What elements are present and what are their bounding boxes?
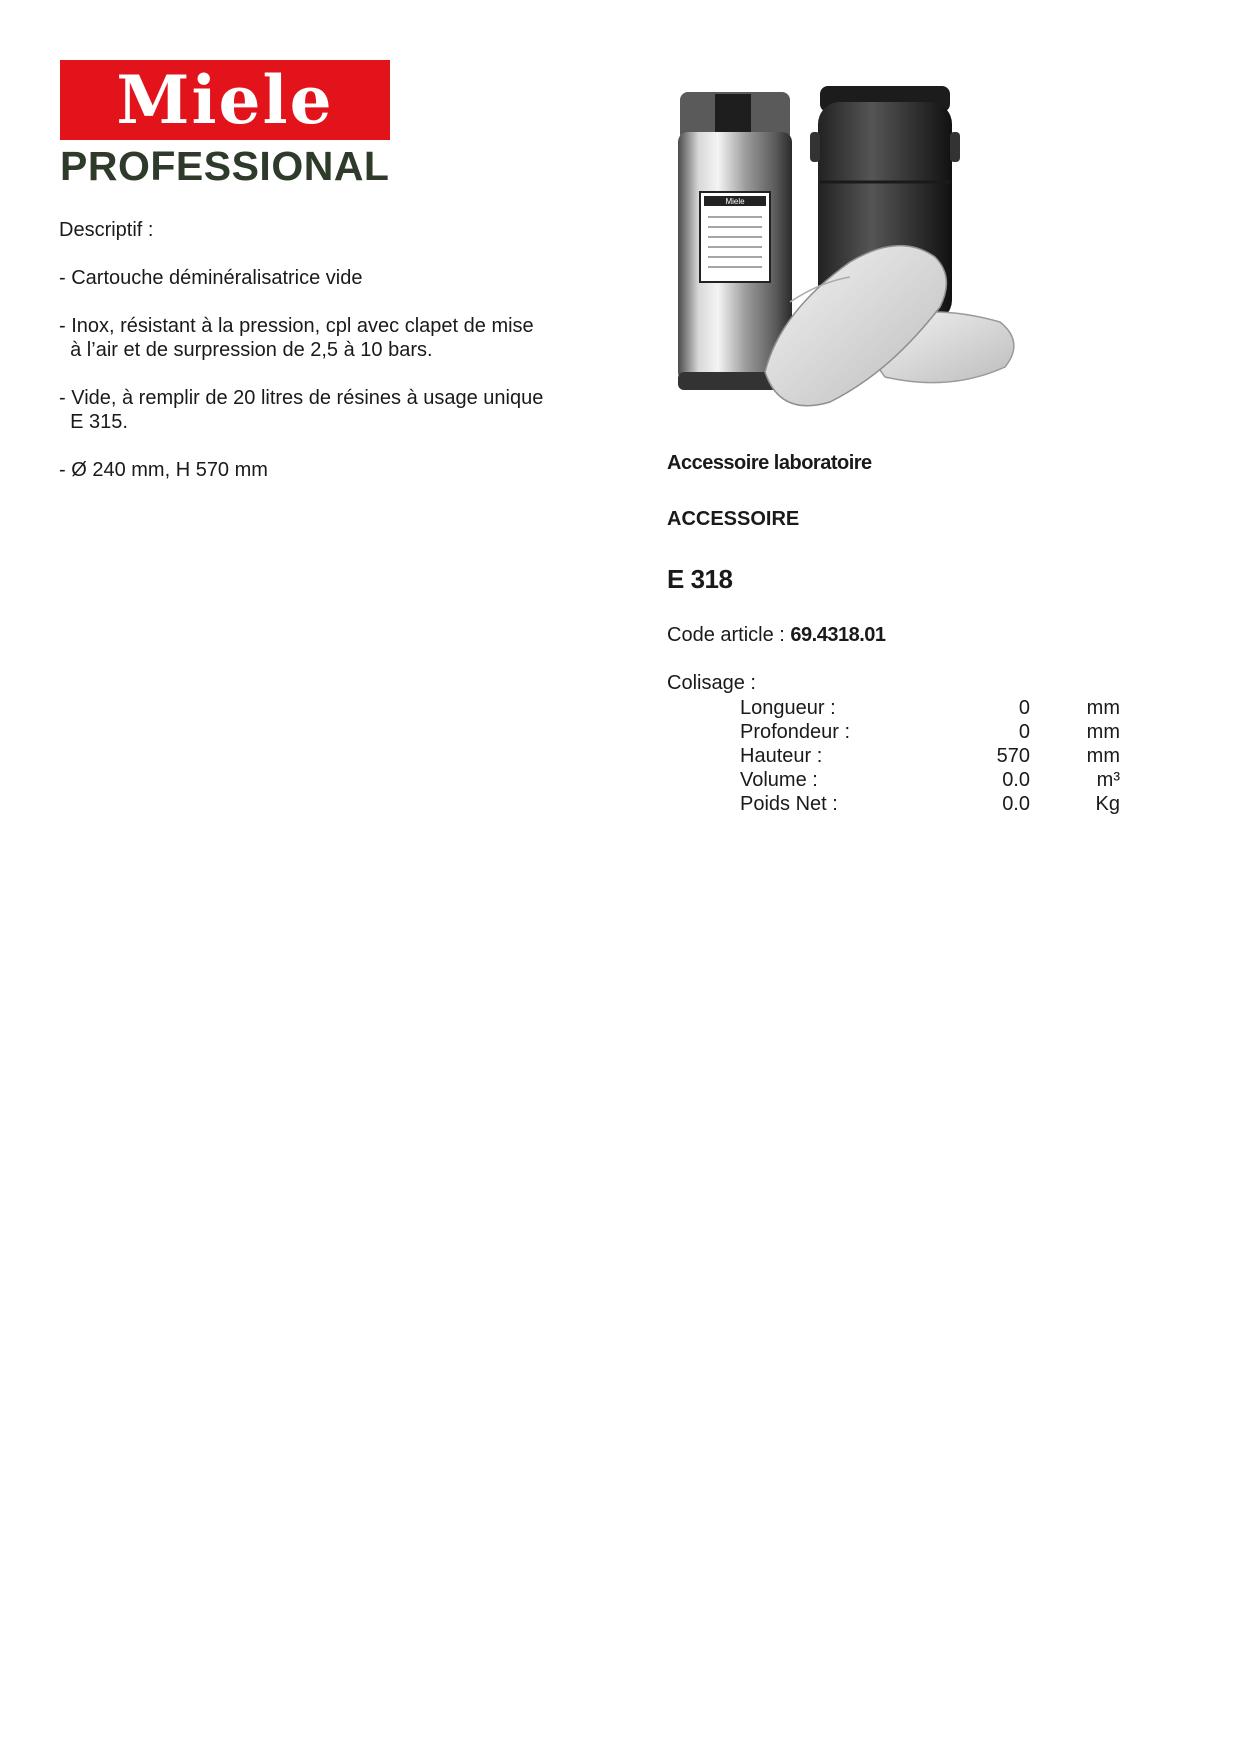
logo-brand-box xyxy=(60,60,390,140)
code-label: Code article : xyxy=(667,624,785,646)
logo-subtitle: PROFESSIONAL xyxy=(60,143,390,189)
pack-unit: Kg xyxy=(1095,793,1120,815)
pack-value: 0.0 xyxy=(1002,793,1030,815)
pack-value: 570 xyxy=(996,745,1030,767)
table-row xyxy=(740,696,1120,720)
pack-label: Hauteur : xyxy=(740,745,823,767)
table-row xyxy=(740,744,1120,768)
product-type: ACCESSOIRE xyxy=(667,508,800,530)
description-label: Descriptif : xyxy=(59,219,154,241)
description-item: - Cartouche déminéralisatrice vide xyxy=(59,267,363,289)
pack-label: Volume : xyxy=(740,769,818,791)
table-row xyxy=(740,792,1120,816)
pack-unit: mm xyxy=(1086,745,1120,767)
pack-value: 0.0 xyxy=(1002,769,1030,791)
description-item: - Ø 240 mm, H 570 mm xyxy=(59,459,268,481)
pack-unit: mm xyxy=(1086,721,1120,743)
description-item: - Vide, à remplir de 20 litres de résines à usage unique E 315. xyxy=(59,387,544,433)
cartridge-label-text: Miele xyxy=(725,197,745,206)
logo-brand-text: Miele xyxy=(116,61,334,139)
pack-label: Profondeur : xyxy=(740,721,851,743)
pack-unit: m³ xyxy=(1096,769,1120,791)
colisage-label: Colisage : xyxy=(667,672,756,694)
description-item: - Inox, résistant à la pression, cpl avec clapet de mise à l’air et de surpression de 2,5 à 10 bars. xyxy=(59,315,534,361)
product-category: Accessoire laboratoire xyxy=(667,452,872,474)
product-code xyxy=(667,624,1127,647)
product-model: E 318 xyxy=(667,564,733,594)
description-section xyxy=(59,218,599,506)
pack-label: Longueur : xyxy=(740,697,836,719)
table-row xyxy=(740,720,1120,744)
colisage-table xyxy=(740,696,1120,816)
table-row xyxy=(740,768,1120,792)
pack-value: 0 xyxy=(1018,721,1030,743)
resin-bags xyxy=(765,246,1014,406)
code-value: 69.4318.01 xyxy=(790,624,886,646)
miele-logo xyxy=(60,60,390,187)
pack-unit: mm xyxy=(1086,697,1120,719)
product-image xyxy=(670,72,1050,432)
pack-value: 0 xyxy=(1018,697,1030,719)
pack-label: Poids Net : xyxy=(740,793,838,815)
